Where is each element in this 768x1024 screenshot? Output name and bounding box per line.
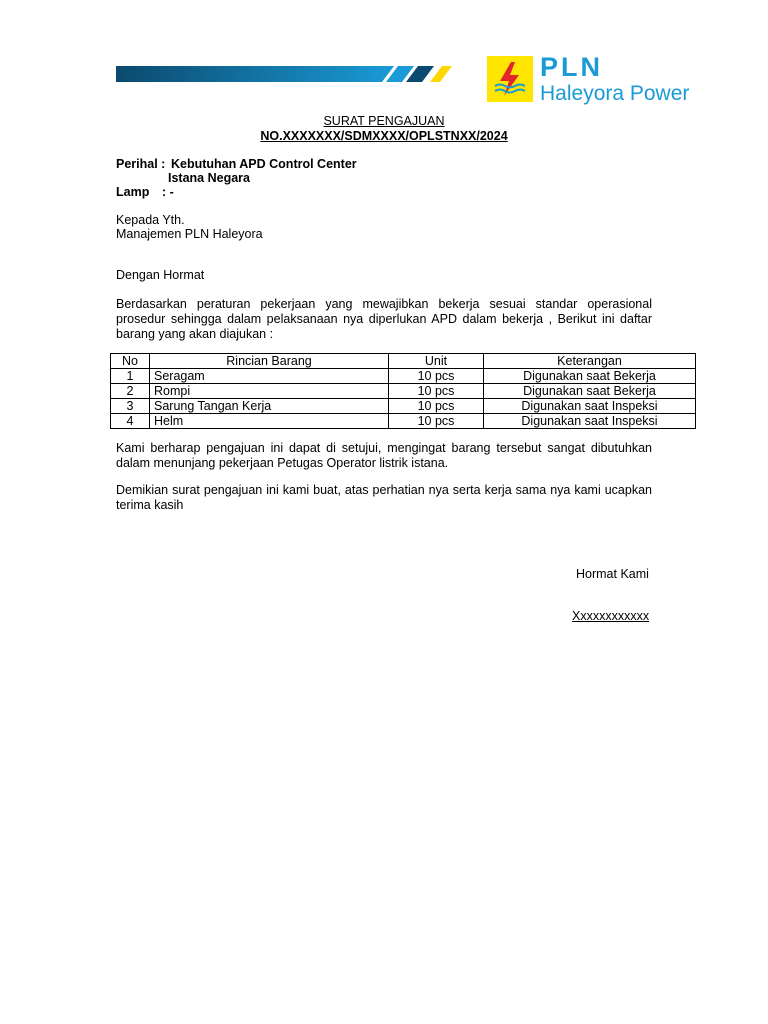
cell-rincian: Helm — [150, 414, 389, 429]
letter-number: NO.XXXXXXX/SDMXXXX/OPLSTNXX/2024 — [260, 129, 508, 143]
items-table — [110, 353, 696, 429]
pln-logo — [487, 52, 707, 108]
cell-no: 4 — [111, 414, 150, 429]
cell-no: 3 — [111, 399, 150, 414]
table-row — [111, 384, 696, 399]
cell-rincian: Seragam — [150, 369, 389, 384]
cell-no: 2 — [111, 384, 150, 399]
paragraph-2: Kami berharap pengajuan ini dapat di setujui, mengingat barang tersebut sangat dibutuhkan dalam menunjang pekerjaan Petugas Operator listrik istana. — [116, 441, 652, 470]
table-row — [111, 414, 696, 429]
recipient-line1: Kepada Yth. — [116, 213, 185, 227]
cell-rincian: Sarung Tangan Kerja — [150, 399, 389, 414]
lamp-label: Lamp — [116, 185, 150, 199]
closing-text: Hormat Kami — [576, 567, 649, 581]
letter-title: SURAT PENGAJUAN — [323, 114, 445, 128]
table-row — [111, 369, 696, 384]
signatory-name: Xxxxxxxxxxxx — [572, 609, 650, 623]
cell-unit: 10 pcs — [389, 369, 484, 384]
cell-unit: 10 pcs — [389, 414, 484, 429]
header-unit: Unit — [389, 354, 484, 369]
cell-keterangan: Digunakan saat Inspeksi — [484, 399, 696, 414]
cell-keterangan: Digunakan saat Inspeksi — [484, 414, 696, 429]
perihal-line2: Istana Negara — [168, 171, 250, 185]
lamp-value: : - — [162, 185, 174, 199]
intro-paragraph: Berdasarkan peraturan pekerjaan yang mewajibkan bekerja sesuai standar operasional prosedur sehingga dalam pelaksanaan nya diperlukan APD dalam bekerja , Berikut ini daftar barang yang akan diajukan : — [116, 297, 652, 341]
pln-lightning-icon — [487, 56, 533, 102]
header-band-graphic — [116, 64, 456, 84]
cell-unit: 10 pcs — [389, 384, 484, 399]
cell-keterangan: Digunakan saat Bekerja — [484, 384, 696, 399]
logo-subtitle-text: Haleyora Power — [540, 82, 690, 105]
table-row — [111, 399, 696, 414]
greeting: Dengan Hormat — [116, 268, 205, 282]
cell-rincian: Rompi — [150, 384, 389, 399]
cell-no: 1 — [111, 369, 150, 384]
header-no: No — [111, 354, 150, 369]
header-rincian: Rincian Barang — [150, 354, 389, 369]
perihal-label: Perihal : — [116, 157, 166, 171]
logo-brand-text: PLN — [540, 52, 603, 82]
perihal-line1: Kebutuhan APD Control Center — [171, 157, 357, 171]
letter-title-block — [0, 114, 768, 144]
header-keterangan: Keterangan — [484, 354, 696, 369]
table-header-row — [111, 354, 696, 369]
cell-keterangan: Digunakan saat Bekerja — [484, 369, 696, 384]
cell-unit: 10 pcs — [389, 399, 484, 414]
paragraph-3: Demikian surat pengajuan ini kami buat, atas perhatian nya serta kerja sama nya kami ucapkan terima kasih — [116, 483, 652, 512]
recipient-line2: Manajemen PLN Haleyora — [116, 227, 263, 241]
